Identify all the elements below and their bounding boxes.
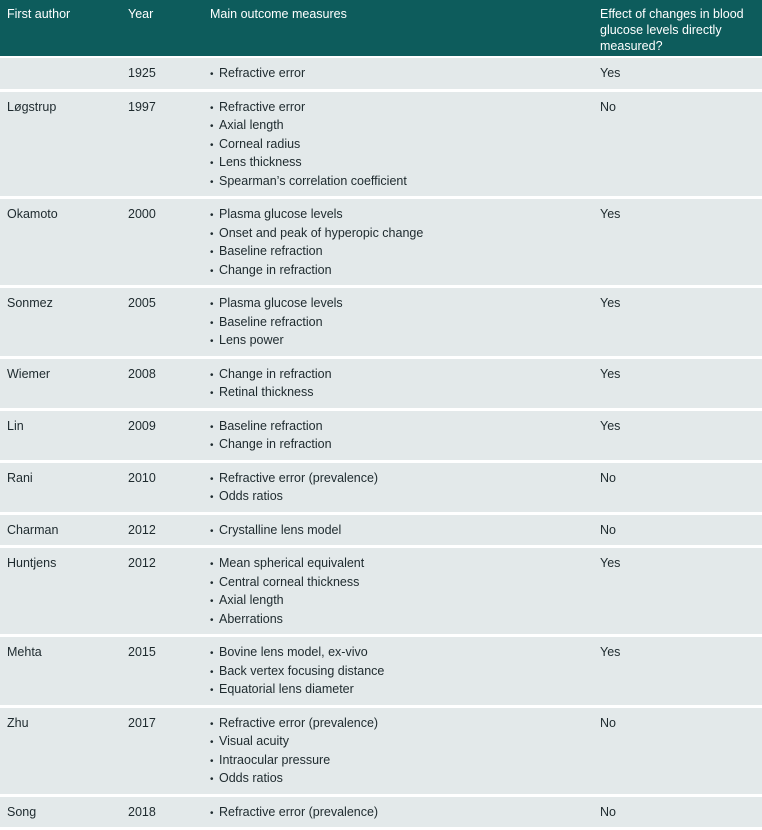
- measure-text: Aberrations: [219, 612, 283, 626]
- effect-cell: Yes: [600, 411, 762, 460]
- effect-cell: Yes: [600, 359, 762, 408]
- year-cell: 2018: [128, 797, 210, 828]
- measure-item: [210, 804, 600, 823]
- measure-text: Axial length: [219, 593, 284, 607]
- effect-cell: Yes: [600, 58, 762, 89]
- author-cell: [0, 58, 128, 89]
- bullet-icon: •: [210, 155, 219, 173]
- measure-item: [210, 644, 600, 663]
- author-cell: Løgstrup: [0, 92, 128, 197]
- bullet-icon: •: [210, 263, 219, 281]
- bullet-icon: •: [210, 226, 219, 244]
- measure-text: Change in refraction: [219, 263, 332, 277]
- bullet-icon: •: [210, 333, 219, 351]
- author-cell: Zhu: [0, 708, 128, 794]
- author-cell: Rani: [0, 463, 128, 512]
- measure-item: [210, 295, 600, 314]
- effect-cell: Yes: [600, 548, 762, 634]
- header-year: Year: [128, 0, 210, 56]
- year-cell: 2012: [128, 515, 210, 546]
- year-cell: 2010: [128, 463, 210, 512]
- measure-text: Crystalline lens model: [219, 523, 341, 537]
- measure-item: [210, 99, 600, 118]
- measure-text: Refractive error: [219, 66, 305, 80]
- author-cell: Huntjens: [0, 548, 128, 634]
- bullet-icon: •: [210, 118, 219, 136]
- measures-cell: [210, 797, 600, 828]
- measure-text: Lens thickness: [219, 155, 302, 169]
- measure-text: Odds ratios: [219, 489, 283, 503]
- measure-item: [210, 715, 600, 734]
- bullet-icon: •: [210, 523, 219, 541]
- table-row: [0, 92, 762, 200]
- table-row: [0, 463, 762, 515]
- measure-text: Bovine lens model, ex-vivo: [219, 645, 368, 659]
- measure-item: [210, 488, 600, 507]
- table-row: [0, 637, 762, 708]
- measure-item: [210, 733, 600, 752]
- effect-cell: Yes: [600, 288, 762, 356]
- table-row: [0, 708, 762, 797]
- measure-text: Onset and peak of hyperopic change: [219, 226, 423, 240]
- author-cell: Sonmez: [0, 288, 128, 356]
- bullet-icon: •: [210, 645, 219, 663]
- effect-cell: No: [600, 797, 762, 828]
- measure-text: Baseline refraction: [219, 244, 323, 258]
- measures-cell: [210, 515, 600, 546]
- measure-item: [210, 663, 600, 682]
- measure-item: [210, 243, 600, 262]
- measure-text: Retinal thickness: [219, 385, 314, 399]
- measure-text: Odds ratios: [219, 771, 283, 785]
- year-cell: 1925: [128, 58, 210, 89]
- year-cell: 2008: [128, 359, 210, 408]
- table-row: [0, 199, 762, 288]
- measure-text: Change in refraction: [219, 367, 332, 381]
- author-cell: Wiemer: [0, 359, 128, 408]
- measure-item: [210, 384, 600, 403]
- measure-item: [210, 436, 600, 455]
- measure-text: Axial length: [219, 118, 284, 132]
- bullet-icon: •: [210, 244, 219, 262]
- measure-text: Equatorial lens diameter: [219, 682, 354, 696]
- measures-cell: [210, 708, 600, 794]
- author-cell: Charman: [0, 515, 128, 546]
- bullet-icon: •: [210, 734, 219, 752]
- table-header: [0, 0, 762, 58]
- measure-text: Corneal radius: [219, 137, 300, 151]
- bullet-icon: •: [210, 753, 219, 771]
- measure-item: [210, 225, 600, 244]
- measure-item: [210, 262, 600, 281]
- measure-text: Spearman’s correlation coefficient: [219, 174, 407, 188]
- bullet-icon: •: [210, 575, 219, 593]
- year-cell: 2015: [128, 637, 210, 705]
- author-cell: Okamoto: [0, 199, 128, 285]
- measure-item: [210, 314, 600, 333]
- measure-item: [210, 592, 600, 611]
- measure-text: Mean spherical equivalent: [219, 556, 364, 570]
- year-cell: 2012: [128, 548, 210, 634]
- measure-item: [210, 136, 600, 155]
- header-effect-measured: Effect of changes in blood glucose levels directly measured?: [600, 0, 762, 56]
- bullet-icon: •: [210, 664, 219, 682]
- bullet-icon: •: [210, 612, 219, 630]
- measure-text: Refractive error (prevalence): [219, 716, 378, 730]
- measure-text: Refractive error (prevalence): [219, 805, 378, 819]
- bullet-icon: •: [210, 489, 219, 507]
- measures-cell: [210, 58, 600, 89]
- effect-cell: No: [600, 708, 762, 794]
- effect-cell: No: [600, 515, 762, 546]
- measure-text: Change in refraction: [219, 437, 332, 451]
- measure-item: [210, 611, 600, 630]
- measure-text: Central corneal thickness: [219, 575, 359, 589]
- table-row: [0, 411, 762, 463]
- measure-item: [210, 65, 600, 84]
- measure-text: Back vertex focusing distance: [219, 664, 384, 678]
- header-main-outcome-measures: Main outcome measures: [210, 0, 600, 56]
- measure-text: Baseline refraction: [219, 315, 323, 329]
- measure-item: [210, 332, 600, 351]
- table-row: [0, 359, 762, 411]
- bullet-icon: •: [210, 471, 219, 489]
- measures-cell: [210, 359, 600, 408]
- table-row: [0, 288, 762, 359]
- measure-item: [210, 770, 600, 789]
- measure-item: [210, 681, 600, 700]
- header-first-author: First author: [0, 0, 128, 56]
- measure-item: [210, 752, 600, 771]
- table-row: [0, 548, 762, 637]
- effect-cell: No: [600, 463, 762, 512]
- measure-item: [210, 206, 600, 225]
- year-cell: 1997: [128, 92, 210, 197]
- author-cell: Song: [0, 797, 128, 828]
- author-cell: Lin: [0, 411, 128, 460]
- bullet-icon: •: [210, 100, 219, 118]
- bullet-icon: •: [210, 137, 219, 155]
- bullet-icon: •: [210, 556, 219, 574]
- table-row: [0, 797, 762, 830]
- author-cell: Mehta: [0, 637, 128, 705]
- bullet-icon: •: [210, 385, 219, 403]
- measures-cell: [210, 199, 600, 285]
- measure-item: [210, 154, 600, 173]
- measure-text: Plasma glucose levels: [219, 296, 343, 310]
- bullet-icon: •: [210, 805, 219, 823]
- measure-text: Plasma glucose levels: [219, 207, 343, 221]
- bullet-icon: •: [210, 174, 219, 192]
- bullet-icon: •: [210, 771, 219, 789]
- measures-cell: [210, 288, 600, 356]
- effect-cell: Yes: [600, 199, 762, 285]
- bullet-icon: •: [210, 315, 219, 333]
- measure-item: [210, 418, 600, 437]
- effect-cell: Yes: [600, 637, 762, 705]
- measures-cell: [210, 637, 600, 705]
- measure-item: [210, 173, 600, 192]
- measures-cell: [210, 92, 600, 197]
- table-row: [0, 58, 762, 92]
- bullet-icon: •: [210, 437, 219, 455]
- bullet-icon: •: [210, 296, 219, 314]
- measure-text: Refractive error: [219, 100, 305, 114]
- measures-cell: [210, 463, 600, 512]
- measures-cell: [210, 411, 600, 460]
- bullet-icon: •: [210, 207, 219, 225]
- bullet-icon: •: [210, 593, 219, 611]
- bullet-icon: •: [210, 682, 219, 700]
- table-body: [0, 58, 762, 830]
- measure-text: Baseline refraction: [219, 419, 323, 433]
- measure-item: [210, 555, 600, 574]
- measure-item: [210, 522, 600, 541]
- measures-cell: [210, 548, 600, 634]
- table-row: [0, 515, 762, 549]
- year-cell: 2009: [128, 411, 210, 460]
- measure-text: Refractive error (prevalence): [219, 471, 378, 485]
- year-cell: 2005: [128, 288, 210, 356]
- measure-text: Visual acuity: [219, 734, 289, 748]
- measure-item: [210, 366, 600, 385]
- year-cell: 2000: [128, 199, 210, 285]
- bullet-icon: •: [210, 716, 219, 734]
- effect-cell: No: [600, 92, 762, 197]
- measure-item: [210, 117, 600, 136]
- measure-text: Lens power: [219, 333, 284, 347]
- bullet-icon: •: [210, 419, 219, 437]
- bullet-icon: •: [210, 66, 219, 84]
- bullet-icon: •: [210, 367, 219, 385]
- measure-text: Intraocular pressure: [219, 753, 330, 767]
- measure-item: [210, 470, 600, 489]
- year-cell: 2017: [128, 708, 210, 794]
- measure-item: [210, 574, 600, 593]
